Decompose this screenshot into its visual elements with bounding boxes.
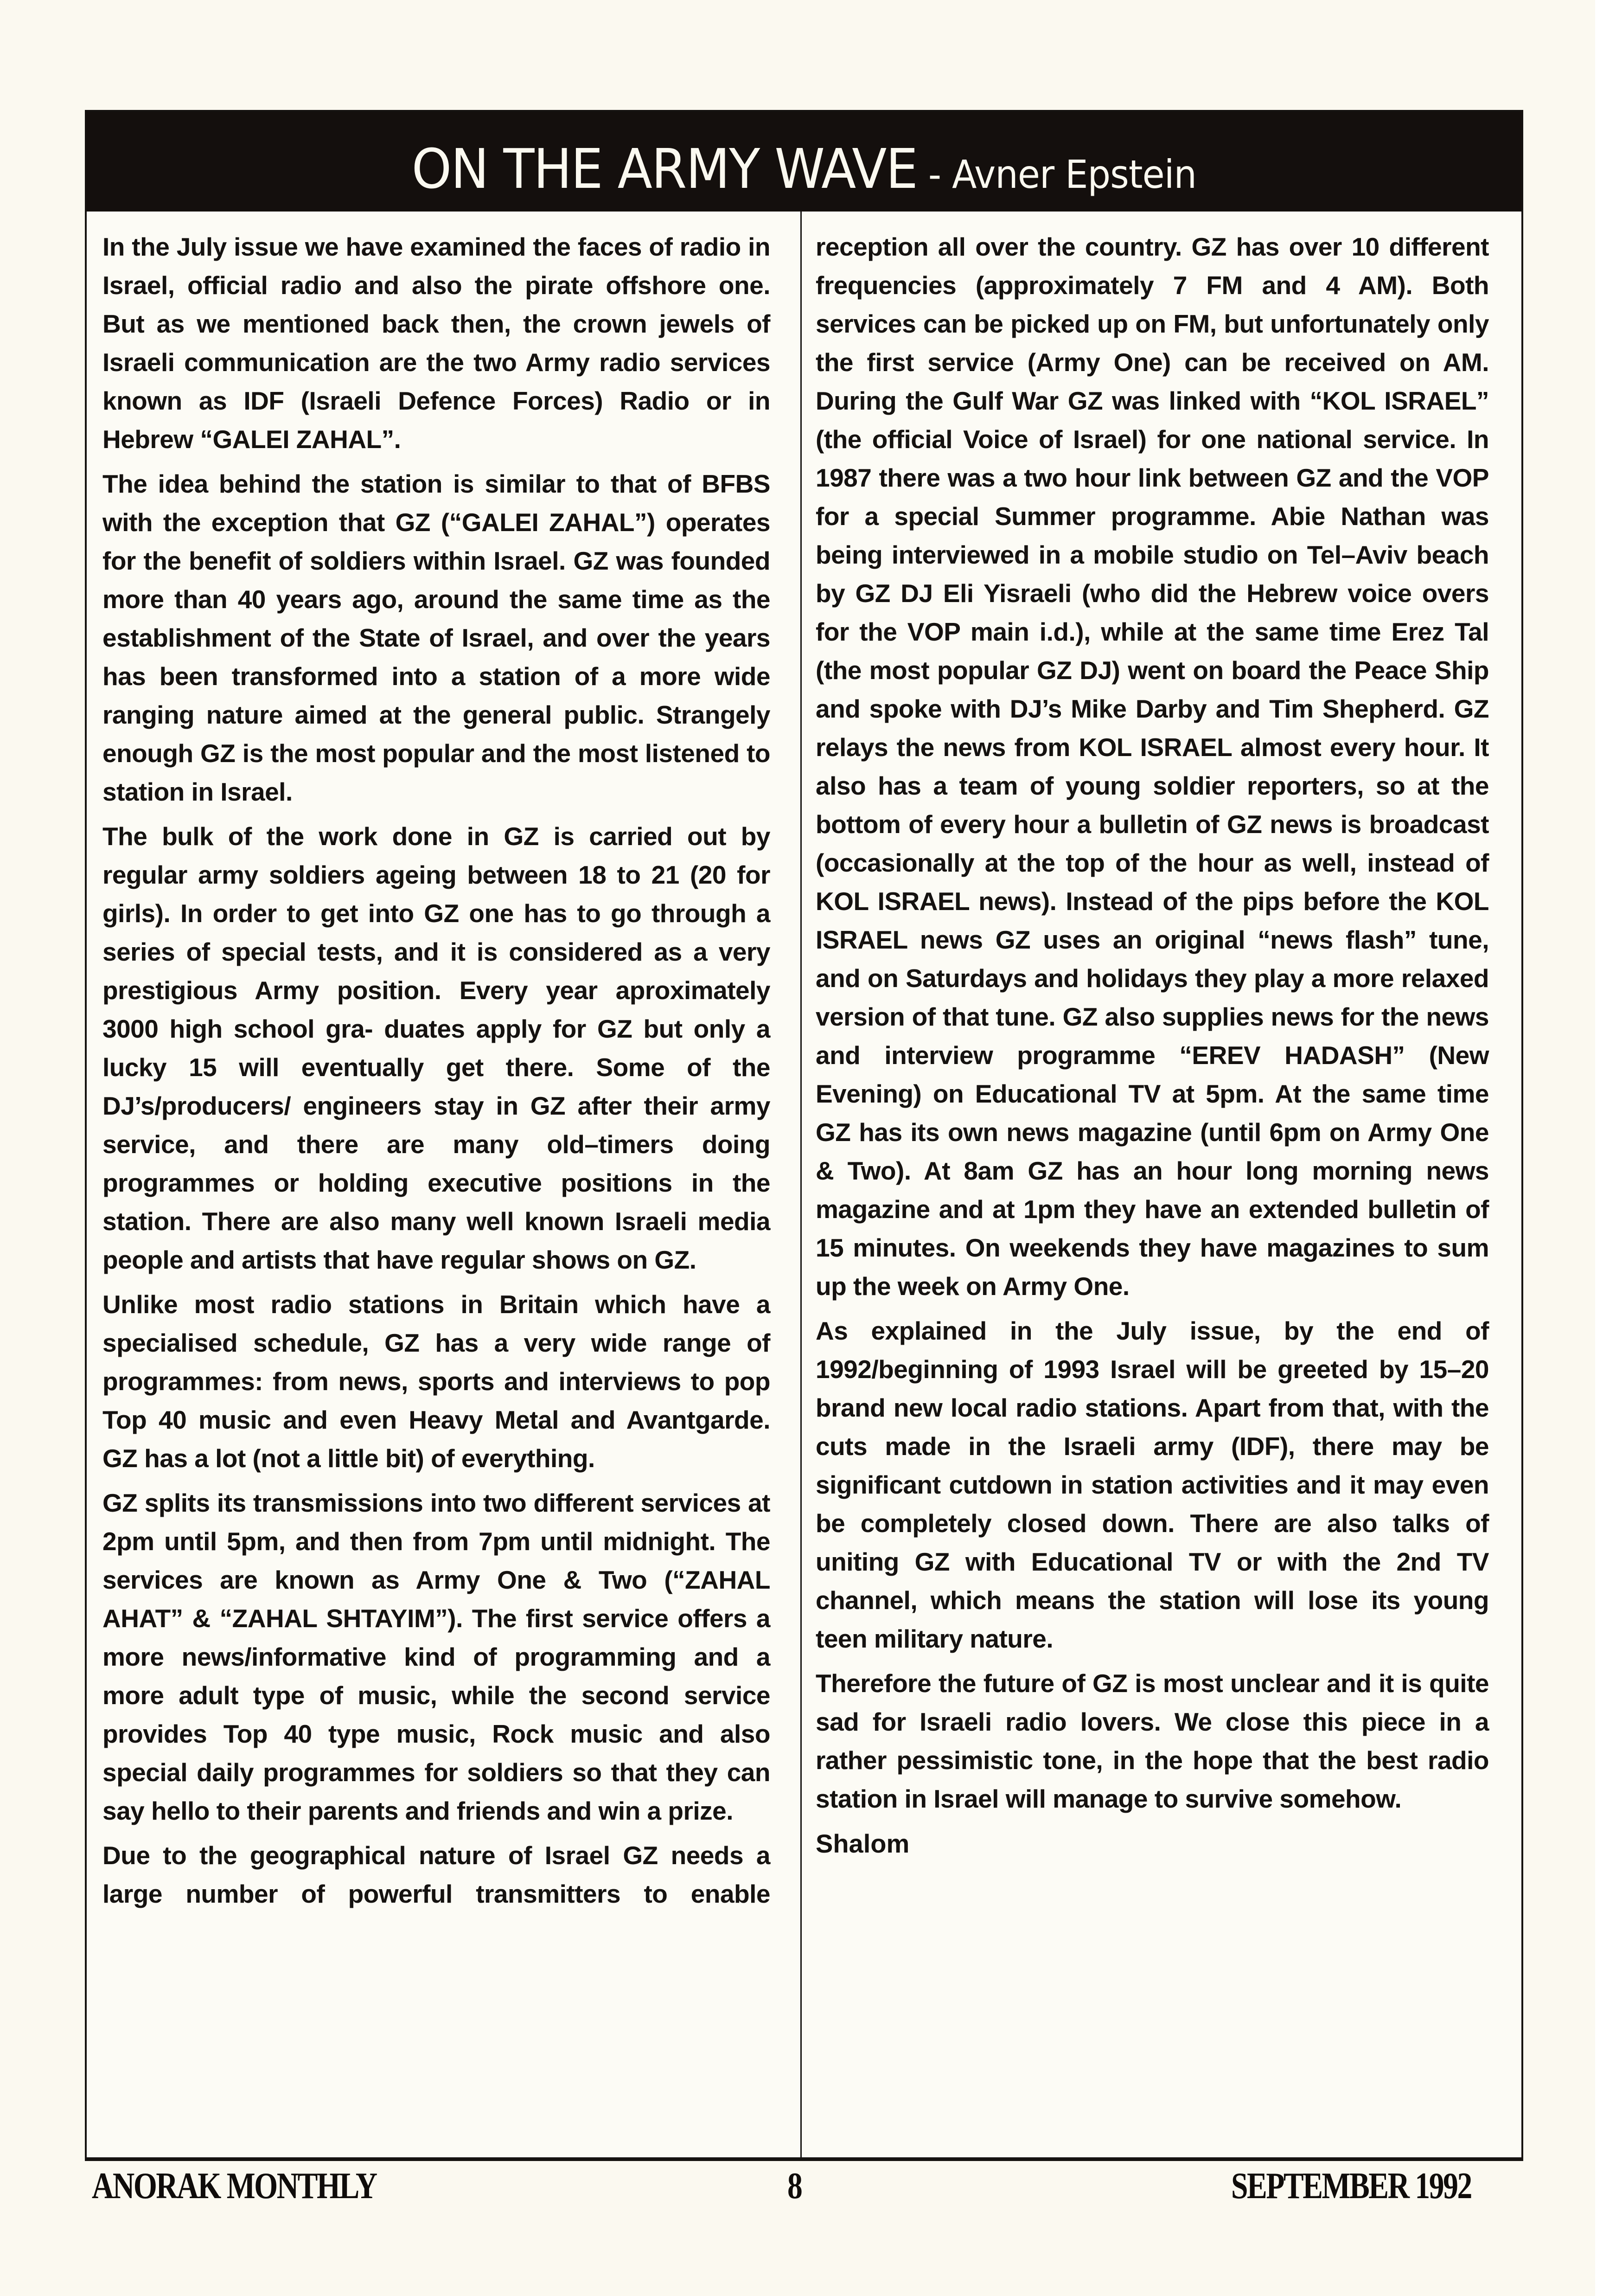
right-column: [816, 228, 1489, 1869]
paragraph: The bulk of the work done in GZ is carried out by regular army soldiers ageing between 18 to 21 (20 for girls). In order to get into GZ one has to go through a series of special tests, and it is considered as a very prestigious Army position. Every year aproximately 3000 high school gra‑ duates apply for GZ but only a lucky 15 will eventually get there. Some of the DJ’s/producers/ engineers stay in GZ after their army service, and there are many old–timers doing programmes or holding executive positions in the station. There are also many well known Israeli media people and artists that have regular shows on GZ.: [102, 822, 770, 1274]
paragraph: As explained in the July issue, by the end of 1992/beginning of 1993 Israel will be greeted by 15–20 brand new local radio stations. Apart from that, with the cuts made in the Israeli army (IDF), there may be significant cutdown in station activities and it may even be completely closed down. There are also talks of uniting GZ with Educational TV or with the 2nd TV channel, which means the station will lose its young teen military nature.: [816, 1316, 1489, 1653]
column-divider: [800, 212, 802, 2157]
paragraph: The idea behind the station is similar to that of BFBS with the exception that GZ (“GALEI ZAHAL”) operates for the benefit of soldiers within Israel. GZ was founded more than 40 years ago, around the same time as the establishment of the State of Israel, and over the years has been transformed into a station of a more wide ranging nature aimed at the general public. Strangely enough GZ is the most popular and the most listened to station in Israel.: [102, 469, 770, 806]
paragraph: reception all over the country. GZ has over 10 different frequencies (approximately 7 FM and 4 AM). Both services can be picked up on FM, but unfortunately only the first service (Army One) can be received on AM. During the Gulf War GZ was linked with “KOL ISRAEL” (the official Voice of Israel) for one national service. In 1987 there was a two hour link between GZ and the VOP for a special Summer programme. Abie Nathan was being interviewed in a mobile studio on Tel–Aviv beach by GZ DJ Eli Yisraeli (who did the Hebrew voice overs for the VOP main i.d.), while at the same time Erez Tal (the most popular GZ DJ) went on board the Peace Ship and spoke with DJ’s Mike Darby and Tim Shepherd. GZ relays the news from KOL ISRAEL almost every hour. It also has a team of young soldier reporters, so at the bottom of every hour a bulletin of GZ news is broadcast (occasionally at the top of the hour as well, instead of KOL ISRAEL news). Instead of the pips before the KOL ISRAEL news GZ uses an original “news flash” tune, and on Saturdays and holidays they play a more relaxed version of that tune. GZ also supplies news for the news and interview programme “EREV HADASH” (New Evening) on Educational TV at 5pm. At the same time GZ has its own news magazine (until 6pm on Army One & Two). At 8am GZ has an hour long morning news magazine and at 1pm they have an extended bulletin of 15 minutes. On weekends they have magazines to sum up the week on Army One.: [816, 232, 1489, 1301]
page-edge: [1595, 0, 1603, 2296]
title-text: ON THE ARMY WAVE: [411, 136, 918, 201]
bottom-rule: [85, 2157, 1523, 2161]
author-name: Avner Epstein: [952, 151, 1197, 197]
footer-issue-date: SEPTEMBER 1992: [1231, 2166, 1471, 2206]
article-title: [412, 137, 1196, 201]
paragraph: Due to the geographical nature of Israel GZ needs a large number of powerful transmitters to enable: [102, 1841, 770, 1908]
paragraph: Unlike most radio stations in Britain which have a specialised schedule, GZ has a very wide range of programmes: from news, sports and interviews to pop Top 40 music and even Heavy Metal and Avantgarde. GZ has a lot (not a little bit) of everything.: [102, 1290, 770, 1473]
footer-publication: ANORAK MONTHLY: [92, 2166, 377, 2206]
signoff: Shalom: [816, 1829, 910, 1858]
left-column: [102, 228, 770, 1919]
paragraph: In the July issue we have examined the faces of radio in Israel, official radio and also the pirate offshore one. But as we mentioned back then, the crown jewels of Israeli communication are the two Army radio services known as IDF (Israeli Defence Forces) Radio or in Hebrew “GALEI ZAHAL”.: [102, 232, 770, 454]
article-header: [87, 112, 1521, 212]
paragraph: Therefore the future of GZ is most unclear and it is quite sad for Israeli radio lovers. We close this piece in a rather pessimistic tone, in the hope that the best radio station in Israel will manage to survive somehow.: [816, 1669, 1489, 1813]
paragraph: GZ splits its transmissions into two different services at 2pm until 5pm, and then from 7pm until midnight. The services are known as Army One & Two (“ZAHAL AHAT” & “ZAHAL SHTAYIM”). The first service offers a more news/informative kind of programming and a more adult type of music, while the second service provides Top 40 type music, Rock music and also special daily programmes for soldiers so that they can say hello to their parents and friends and win a prize.: [102, 1488, 770, 1825]
title-separator: -: [917, 151, 952, 197]
article-box: [85, 110, 1523, 2159]
footer-page-number: 8: [787, 2166, 802, 2206]
